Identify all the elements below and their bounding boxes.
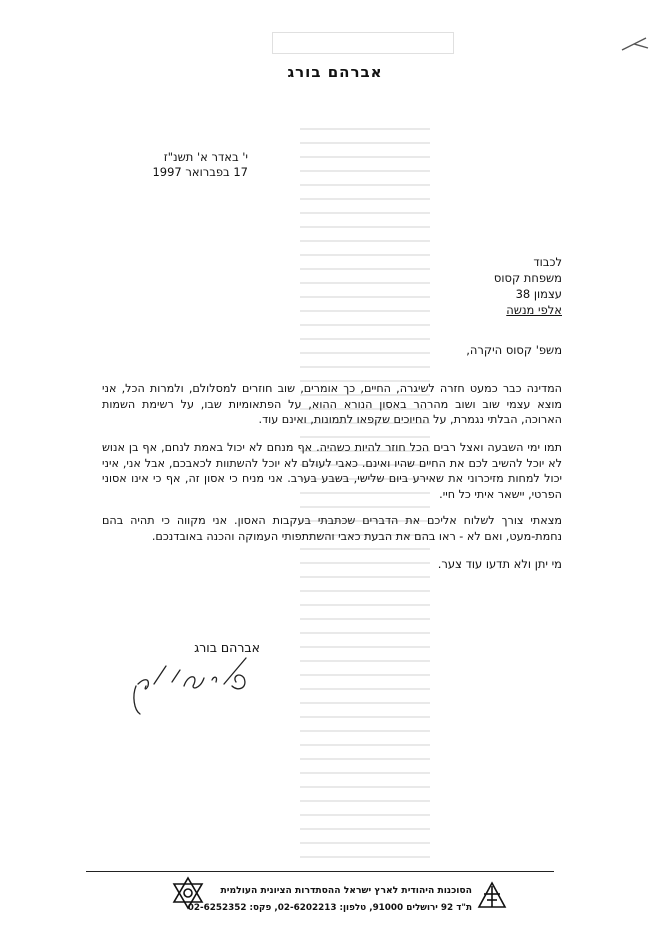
salutation: משפ' קסוס היקרה, bbox=[466, 343, 562, 357]
footer-divider bbox=[86, 871, 554, 872]
body-paragraph-3: מצאתי צורך לשלוח אליכם את הדברים שכתבתי בעקבות האסון. אני מקווה כי תהיה בהם נחמת-מעט, ואם לא - ראו בהם את הבעת כאבי והשתתפותי העמוקה והכנה באובדנכם. bbox=[102, 514, 562, 543]
body-paragraph-2: תמו ימי השבעה ואצל רבים הכל חוזר להיות כשהיה. אף מנחם לא יכול באמת לנחם, אף בן אנוש לא יוכל להשיב לכם את החיים שהיו ואינם. כאבי לעולם לא יוכל להשתוות לכאבכם, אבל אני, איני יכול למחות מזיכרוני את שאירע ביום שלישי, בשבע בערב. אני מניח כי אסון זה, אף כי אינו אסוני הפרטי, יישאר איתי כל חיי. bbox=[102, 441, 562, 501]
recipient-greeting-line: לכבוד bbox=[533, 255, 562, 269]
pen-stroke-mark bbox=[620, 36, 650, 52]
footer-organizations: הסוכנות היהודית לארץ ישראל ההסתדרות הציונית העולמית bbox=[220, 885, 472, 896]
footer-address: ת"ד 92 ירושלים 91000, טלפון: 02-6202213, פקס: 02-6252352 bbox=[187, 903, 472, 913]
signature-name: אברהם בורג bbox=[194, 640, 260, 655]
recipient-name: משפחת קסוס bbox=[493, 271, 562, 285]
letter-date bbox=[118, 150, 248, 180]
letterhead-sender-name: אברהם בורג bbox=[287, 63, 383, 81]
handwritten-signature bbox=[128, 656, 258, 718]
date-gregorian: 17 בפברואר 1997 bbox=[152, 165, 248, 179]
body-paragraph-1: המדינה כבר כמעט חזרה לשיגרה, החיים, כך אומרים, שוב חוזרים למסלולם, ולמרות הכל, אני מוצא עצמי שוב ושוב מהרהר באסון הנורא ההוא, על הפתאומיות שבו, על רשימת השמות הארוכה, הבלתי נגמרת, על החיוכים שקפאו לתמונות, ואינם עוד. bbox=[102, 382, 562, 426]
recipient-address-block bbox=[460, 254, 562, 318]
recipient-city: אלפי מנשה bbox=[506, 303, 562, 317]
closing-line: מי יתן ולא תדעו עוד צער. bbox=[437, 557, 562, 571]
recipient-street: עצמון 38 bbox=[515, 287, 562, 301]
date-hebrew: י' באדר א' תשנ"ז bbox=[163, 150, 248, 164]
zionist-organization-emblem-icon bbox=[475, 880, 509, 914]
bleed-through-box bbox=[272, 32, 454, 54]
